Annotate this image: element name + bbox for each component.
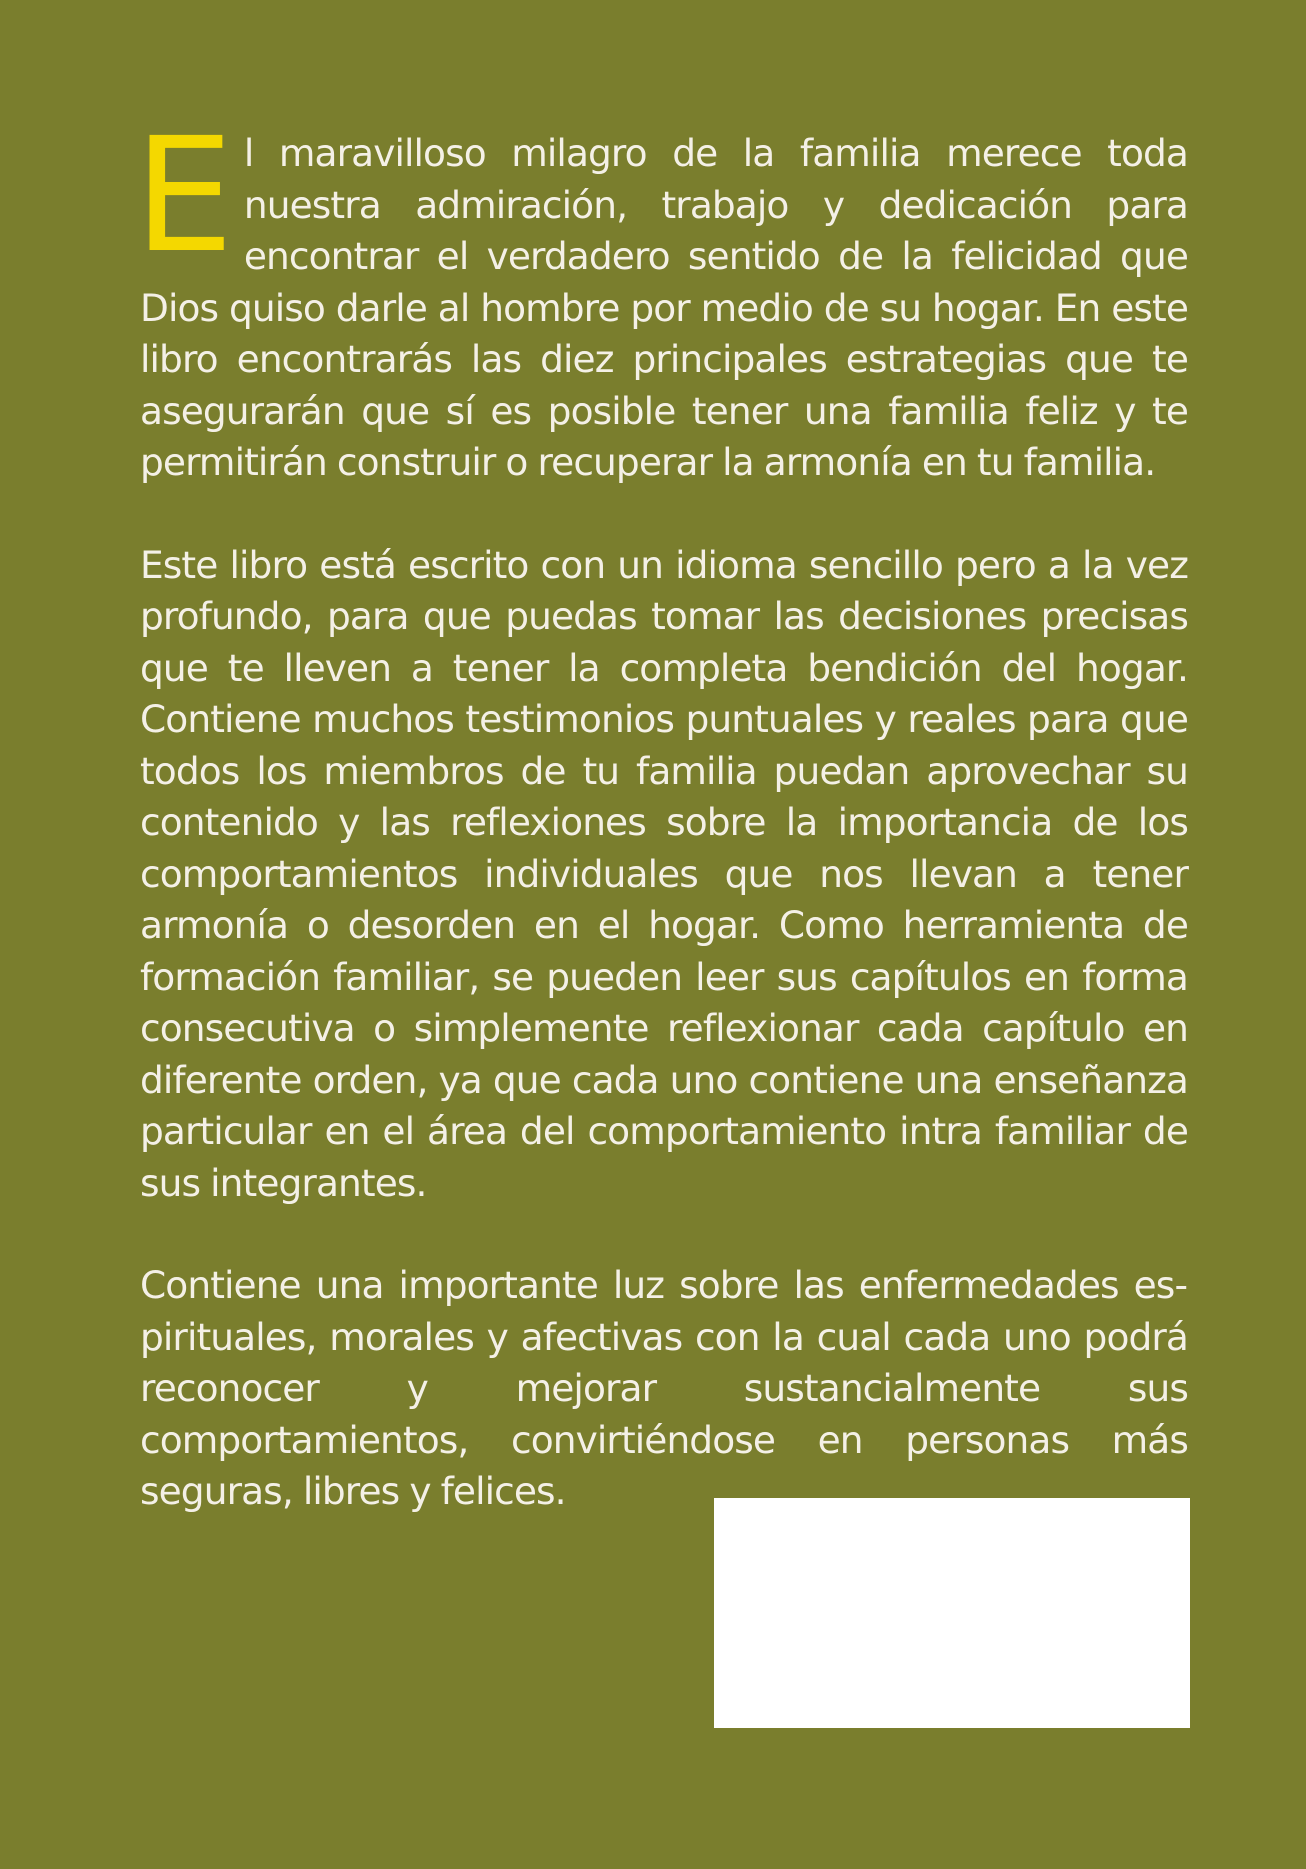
paragraph-description: Este libro está escrito con un idioma sencillo pero a la vez profundo, para que puedas tomar las decisiones precisas que te lleven a tener la completa bendición del hogar. Contiene muchos testimonios puntuales y reales para que todos los miembros de tu familia puedan aprovechar su contenido y las reflexiones sobre la importancia de los comportamientos individuales que nos llevan a tener armonía o desorden en el hogar. Como herramienta de formación familiar, se pueden leer sus capítulos en forma consecutiva o simplemente reflexionar cada capítulo en diferente orden, ya que cada uno contiene una enseñanza particular en el área del comportamiento intra familiar de sus integrantes. — [140, 542, 1188, 1205]
barcode-placeholder-box — [714, 1498, 1190, 1728]
paragraph-intro — [134, 104, 1188, 489]
paragraph-conclusion: Contiene una importante luz sobre las enfermedades espirituales, morales y afectivas con la cual cada uno podrá reconocer y mejorar sustancialmente sus comportamientos, convirtiéndose en personas más seguras, libres y felices. — [140, 1263, 1188, 1513]
blurb-text — [134, 104, 1188, 1569]
paragraph-intro-text: l maravilloso milagro de la familia merece toda nuestra admiración, trabajo y dedicación para encontrar el verdadero sentido de la felicidad que Dios quiso darle al hombre por medio de su hogar. En este libro encontrarás las diez principales estrategias que te asegurarán que sí es posible tener una familia feliz y te permitirán construir o recuperar la armonía en tu familia. — [140, 131, 1188, 484]
drop-cap-letter: E — [134, 104, 234, 288]
